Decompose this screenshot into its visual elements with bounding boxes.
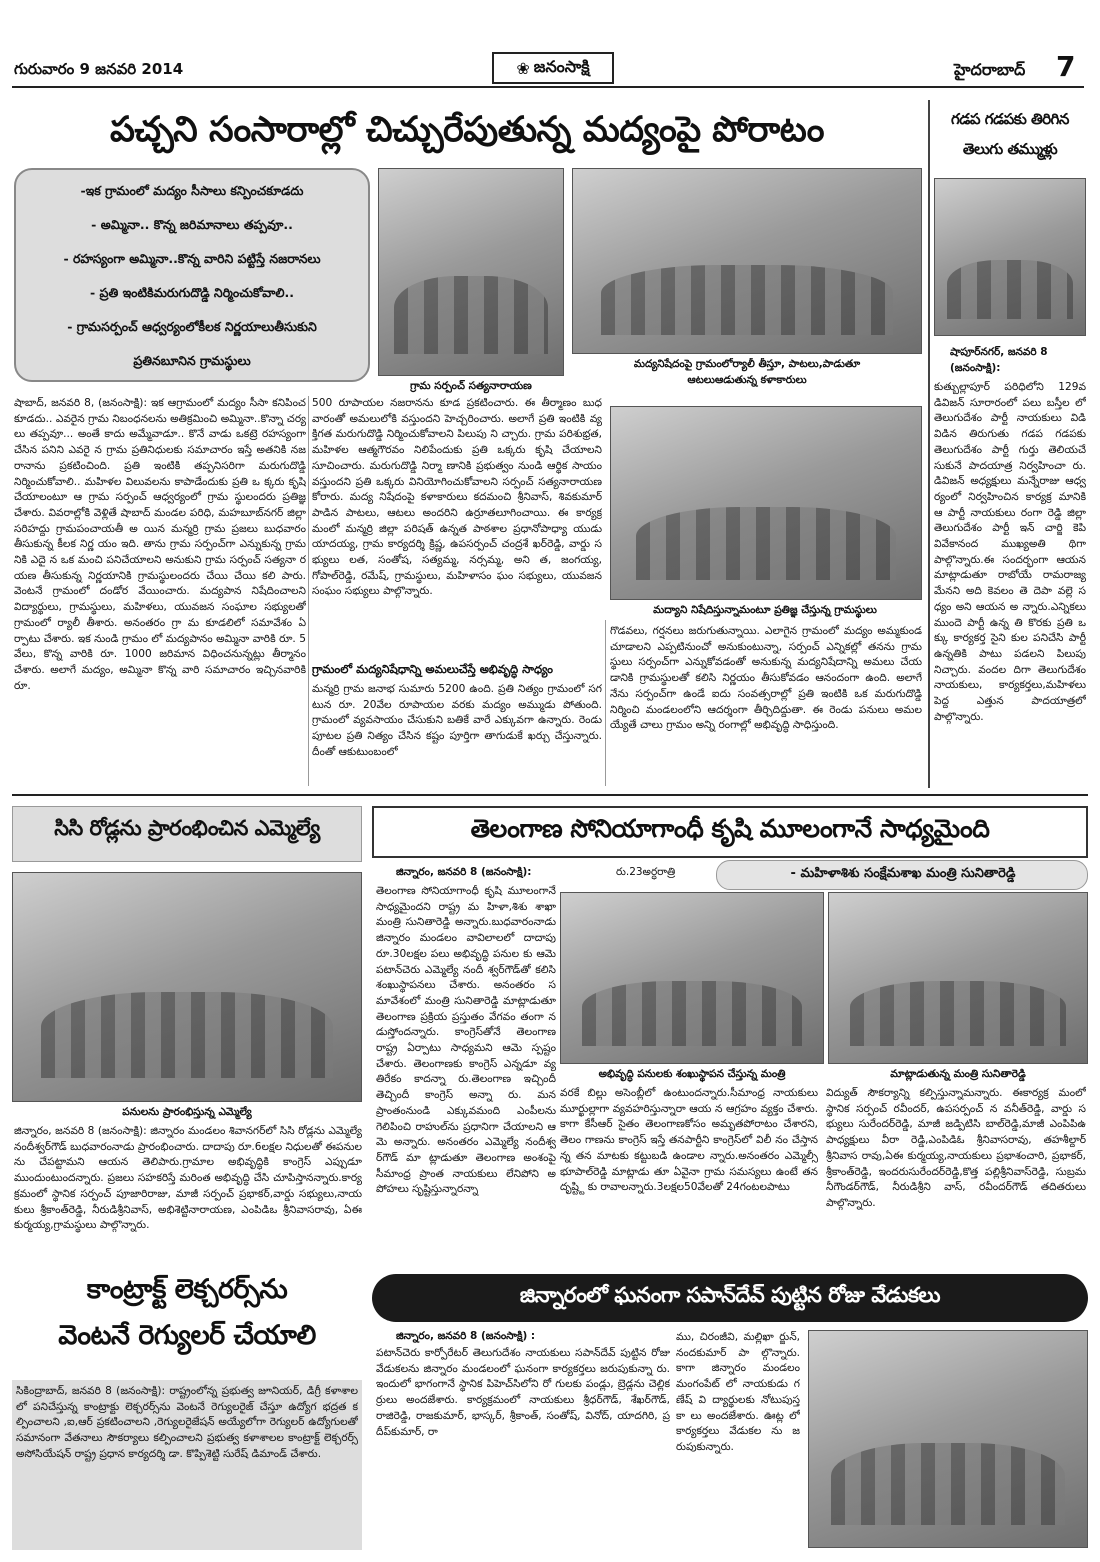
lead-subheading: గ్రామంలో మద్యనిషేధాన్ని అమలుచేస్తే అభివృద్ధి సాధ్యం <box>312 662 553 676</box>
cc-roads-photo <box>12 872 362 1102</box>
telangana-col-2: వరకే బిల్లు అసెంబ్లీలో ఉంటుందన్నారు.సీమాంధ్ర నాయకులు మూర్ఖుల్లాగా వ్యవహరిస్తున్నారా ఆయ న ఆగ్రహం వ్యక్తం చేశారు. కాగా కేసీఆర్ సైతం తెలంగాణకోసం అమృతపోరాటం చేశారని, తెలం గాణను కాంగ్రెస్ ఇస్తే తనపార్టీని కాంగ్రెస్‌లో విలీ నం చేస్తానన్న తన మాటకు కట్టుబడి ఉండాల న్నారు.అనంతరం ఎమ్మెల్సీ భూపాల్‌రెడ్డి మాట్లాడు తూ ఏవైనా గ్రామ సమస్యలు ఉంటే తనదృష్ట్టి కు రావాలన్నారు.3లక్షల50వేలతో 24గంటలపాటు <box>560 1087 818 1194</box>
section-rule <box>12 794 1088 796</box>
rally-photo-caption-l1: మద్యనిషేదంపై గ్రామంలోర్యాలీ తీస్తూ, పాటలు,పాడుతూ <box>633 358 861 370</box>
cc-roads-caption: పనులను ప్రారంభిస్తున్న ఎమ్మెల్యే <box>122 1106 252 1118</box>
masthead <box>0 0 1100 104</box>
masthead-logo <box>492 52 614 84</box>
foundation-photo <box>560 892 824 1064</box>
rally-photo-caption-l2: ఆటలుఆడుతున్న కళాకారులు <box>687 374 807 386</box>
cc-roads-headline: సిసి రోడ్లను ప్రారంభించిన ఎమ్మెల్యే <box>54 816 320 840</box>
side-dateline-l1: షాపూర్‌నగర్, జనవరి 8 <box>950 346 1048 358</box>
lead-point: - ప్రతి ఇంటికిమరుగుదొడ్డి నిర్మించుకోవాలి.. <box>90 285 294 300</box>
sapan-col-1: పటాన్‌చెరు కార్పోరేటర్ తెలుగుదేశం నాయకులు సపాన్‌దేవ్ పుట్టిన రోజు వేడుకలను జిన్నారం మండలంలో ఘనంగా కార్యకర్తలు జరుపుకున్నా రు. ఇందులో భాగంగానే స్థానిక పిహెచ్‌సిలోని రో గులకు పండ్లు, బ్రెడ్లను చెల్లికర్రులు అందజేశారు. కార్యక్రమంలో నాయకులు శ్రీధర్‌గౌడ్, శేఖర్‌గౌడ్, రాజిరెడ్డి, రాజకుమార్, భాస్కర్, శ్రీకాంత్, సంతోష్, వినోద్, యాదగిరి, ప్రదీప్‌కుమార్, రా <box>376 1347 670 1438</box>
lead-point: ప్రతినబూనిన గ్రామస్థులు <box>133 353 251 368</box>
foundation-photo-caption: అభివృద్ధి పనులకు శంఖుస్థాపన చేస్తున్న మంత్రి <box>598 1068 786 1080</box>
col-divider <box>605 620 606 786</box>
side-divider <box>928 100 930 788</box>
lead-point: - అమ్మినా.. కొన్న జరిమానాలు తప్పవూ.. <box>91 217 293 232</box>
side-headline-l1: గడప గడపకు తిరిగిన <box>951 110 1069 128</box>
page-number: 7 <box>1056 50 1076 83</box>
telangana-midnote: రు.23అర్ధరాత్రి <box>616 866 676 878</box>
masthead-date: గురువారం 9 జనవరి 2014 <box>14 60 184 78</box>
minister-photo <box>828 892 1088 1064</box>
side-body: కుత్బుల్లాపూర్ పరిధిలోని 129వ డివిజన్ సూరారంలో పలు బస్తీల లో తెలుగుదేశం పార్టీ నాయకులు విడి విడిన తిరుగుతు గడప గడపకు తెలుగుదేశం పార్టీ గుర్తు తెలియచే సుకునే పాదయాత్ర నిర్వహించా రు.డివిజన్ అధ్యక్షులు మన్నేరాజు ఆధ్వర్యంలో నిర్వహించిన కార్యక్ర మానికి ఆ పార్టీ నాయకులు రంగా రెడ్డి జిల్లా తెలుగుదేశం పార్టీ ఇన్ చార్జి కెపి వివేకానంద ముఖ్యఅతి థిగా పాల్గొన్నారు.ఈ సందర్భంగా ఆయన మాట్లాడుతూ రాబోయే రామరాజ్యమేనని అది కెవలం తె దెపా వల్లె సధ్యం అని ఆయన అ న్నారు.ఎన్నికలు ముందె పార్టీ ఉన్న తి కొరకు ప్రతి ఒక్కు కార్యకర్త సైని కుల పనిచేసి పార్టీ ఉన్నతికి పాటు పడలని పిలుపు నిచ్చారు. వందల దిగా తెలుగుదేశం నాయకులు, కార్యకర్తలు,మహిళలు పెద్ద ఎత్తున పాదయాత్రలో పాల్గొన్నారు. <box>934 381 1086 723</box>
telangana-headline: తెలంగాణ సోనియాగాంధీ కృషి మూలంగానే సాధ్యమైంది <box>470 814 990 843</box>
telangana-dateline: జిన్నారం, జనవరి 8 (జనంసాక్షి): <box>396 866 532 878</box>
pledge-photo-caption: మద్యాని నిషేదిస్తున్నామంటూ ప్రతిజ్ఞ చేస్తున్న గ్రామస్థులు <box>653 604 877 616</box>
cc-roads-body: జిన్నారం, జనవరి 8 (జనంసాక్షి): జిన్నారం మండలం శివానగర్‌లో సిసి రోడ్లను ఎమ్మెల్యే నందీశ్వర్‌గౌడ్ బుధవారంనాడు ప్రారంభించారు. దాదాపు రూ.6లక్షల నిధులతో ఈపనులను చేపట్టామని ఆయన తెలిపారు.గ్రామాల అభివృద్ధికి కాంగ్రెస్ ఎప్పుడూ ముందుంటుందన్నారు. ప్రజలు సహకరిస్తే మరింత అభివృద్ధి చేసి చూపిస్తానన్నారు.కార్యక్రమంలో స్థానిక సర్పంచ్ పూజారిరాజు, మాజీ సర్పంచ్ ప్రభాకర్,వార్డు సభ్యులు,నాయకులు శ్రీకాంత్‌రెడ్డి, నీరుడిశ్రీనివాస్, అభిశెట్టినారాయణ, ఎంపిడిఒ శ్రీనివాసరావు, ఏఈ కుర్మయ్య,గ్రామస్థులు పాల్గొన్నారు. <box>14 1125 362 1232</box>
lead-col-3: గొడవలు, గర్షనలు జరుగుతున్నాయి. ఎలాగైన గ్రామంలో మద్యం అమ్మకుండ చూడాలని ఎప్పటినుంచో అనుకుంటున్నా, సర్పంచ్ ఎన్నికల్లో తనను గ్రామస్థులు సర్పంచ్‌గా ఎన్నుకోవడంతో అనుకున్న మద్యనిషేదాన్ని అమలు చేయడానికి గ్రామస్థులతో కలిసి నిర్ణయం తీసుకోవడం ఆనందంగా ఉంది. అలాగే నేను సర్పంచ్‌గా ఉండే ఐదు సంవత్సరాల్లో ప్రతి ఇంటికి ఒక మరుగుదొడ్డి నిర్మించి మండలంలోని ఆదర్శంగా తీర్చిదిద్దుతా. ఈ రెండు పనులు అమలయ్యేతే చాలు గ్రామం అన్ని రంగాల్లో అభివృద్ధి సాధిస్తుంది. <box>610 625 922 732</box>
lead-point: - గ్రామసర్పంచ్ ఆధ్వర్యంలోకీలక నిర్ణయాలుతీసుకుని <box>67 319 317 334</box>
sapan-photo <box>808 1330 1088 1548</box>
contract-headline-l2: వెంటనే రెగ్యులర్ చేయాలి <box>58 1320 316 1351</box>
sapan-headline: జిన్నారంలో ఘనంగా సపాన్‌దేవ్ పుట్టిన రోజు వేడుకలు <box>519 1283 941 1307</box>
sarpanch-photo-caption: గ్రామ సర్పంచ్ సత్యనారాయణ <box>410 380 532 392</box>
telangana-subhead: - మహిళాశిశు సంక్షేమశాఖ మంత్రి సునితారెడ్డి <box>790 866 1016 881</box>
sarpanch-photo <box>378 168 564 376</box>
contract-body: సికింద్రాబాద్, జనవరి 8 (జనంసాక్షి): రాష్ట్రంలోన్న ప్రభుత్వ జూనియర్, డిగ్రీ కళాశాలలో పనిచేస్తున్న కాంట్రాక్టు లెక్చరర్స్‌ను వెంటనే రెగ్యులరైజ్ చేస్తూ ఉద్యోగ భద్రత కల్పించాలని ,ఐ,ఆర్ ప్రకటించాలని ,రెగ్యులరైజేషన్ అయ్యేలోగా రెగ్యులర్ ఉద్యోగులతో సమానంగా వేతనాలు సౌకర్యాలు కల్పించాలని ప్రభుత్వ కళాశాలల కాంట్రాక్ట్ లెక్చరర్స్ అసోసియేషన్ రాష్ట్ర ప్రధాన కార్యదర్శి డా. కొప్పిశెట్టి సురేష్ డిమాండ్ చేశారు. <box>16 1385 358 1460</box>
col-divider <box>308 396 309 786</box>
logo-text: జనంసాక్షి <box>533 56 590 76</box>
lead-col-2: 500 రూపాయల నజరానను కూడ ప్రకటించారు. ఈ తీర్మాణం బుధవారంతో అమలులోకి వస్తుందని హెచ్చరించారు. అలాగే ప్రతి ఇంటికి వ్యక్తిగత మరుగుదొడ్డి నిర్మించుకోవాలని పిలుపు ని చ్చారు. గ్రామ పరిశుభ్రత, మహిళల ఆత్మగౌరవం నిలిపేందుకు ప్రతి ఒక్కరు కృషి చేయాలని సూచించారు. మరుగుదొడ్డి నిర్మా ణానికి ప్రభుత్వం నుండి ఆర్థిక సాయం వస్తుందని ప్రతి ఒక్కరు వినియోగించుకోవాలని సర్పంచ్ సత్యనారాయణ కోరారు. మద్య నిషేదంపై కళాకారులు కదమంచి శ్రీనివాస్, శివకుమార్ పాడిన పాటలు, ఆటలు అందరిని ఉర్రూతలూగించాయి. ఈ కార్యక్ర మంలో మన్మర్రి జిల్లా పరిషత్ ఉన్నత పాఠశాల ప్రధానోపాధ్యా యుడు యాదయ్య, గ్రామ కార్యదర్శి క్రిష్ణ, ఉపసర్పంచ్ చంద్రశే ఖర్‌రెడ్డి, వార్డు సభ్యులు లత, సంతోష, సత్యమ్మ, నర్సమ్మ, అని త, జంగయ్య, గోపాల్‌రెడ్డి, రమేష్, గ్రామస్థులు, మహిళాసం ఘం సభ్యులు, యువజనసంఘం సభ్యులు పాల్గొన్నారు. <box>312 397 602 598</box>
lead-points-box <box>14 168 370 382</box>
rally-photo <box>572 168 922 354</box>
side-dateline-l2: (జనంసాక్షి): <box>950 362 1001 374</box>
minister-photo-caption: మాట్లాడుతున్న మంత్రి సునితారెడ్డి <box>890 1068 1026 1080</box>
lead-col-2b: మన్మర్రి గ్రామ జనాభ సుమారు 5200 ఉంది. ప్రతి నిత్యం గ్రామంలో సగటున రూ. 20వేల రూపాయల వరకు మద్యం అమ్ముడు పోతుంది. గ్రామంలో వ్యవసాయం చేసుకుని బతికే వారే ఎక్కువగా ఉన్నారు. రెండు పూటల ప్రతి నిత్యం చేసిన కష్టం పూర్తిగా తాగుడుకే ఖర్చు చేస్తున్నారు. దీంతో ఆకుటుంబంలో <box>312 683 602 758</box>
masthead-city: హైదరాబాద్ <box>954 60 1026 79</box>
logo-icon: ❀ <box>516 58 530 78</box>
lead-point: -ఇక గ్రామంలో మద్యం సీసాలు కన్పించకూడదు <box>80 183 304 198</box>
sapan-col-2: ము, చిరంజీవి, మల్లిఖా ర్జున్, నందకుమార్ పా ల్గొన్నారు. కాగా జిన్నారం మండలం మంగంపేట్ లో నాయకుడు గణేష్ వి ద్యార్థులకు నోటుపుస్తకా లు అందజేశారు. ఊట్ల లో కార్యకర్తలు వేడుకల ను జరుపుకున్నారు. <box>676 1331 800 1453</box>
side-photo <box>934 178 1086 336</box>
telangana-col-1-top: తెలంగాణ సోనియాగాంధీ కృషి మూలంగానే సాధ్యమైందని రాష్ట్ర మ హిళా,శిశు శాఖా మంత్రి సునితారెడ్డి అన్నారు.బుధవారంనాడు జిన్నారం మండలం వావిలాలలో దాదాపు రూ.30లక్షల పలు అభివృద్ధి పనుల కు ఆమె పటాన్‌చెరు ఎమ్మెల్యే నందీ శ్వర్‌గౌడ్‌తో కలిసి శంఖుస్థాపనలు చేశారు. అనంతరం సమావేశంలో మంత్రి సునితారెడ్డి మాట్లాడుతూ తెలంగాణ ప్రక్రియ ప్రస్తుతం వేగవం తంగా నడుస్తోందన్నారు. కాంగ్రెస్‌తోనే తెలంగాణ రాష్ట్ర ఏర్పాటు సాధ్యమని ఆమె స్పష్టం చేశారు. తెలంగాణకు కాంగ్రెస్ ఎన్నడూ వ్యతిరేకం కాదన్నా రు.తెలంగాణ ఇచ్చిందీ తెచ్చిందీ కాంగ్రెస్ అన్నా రు. మన ప్రాంతంనుండి ఎక్కువమంది ఎంపీలను గెలిపించి రాహుల్‌ను ప్రధానిగా చేయాలని ఆమె అన్నారు. అనంతరం ఎమ్మెల్యే నందీశ్వర్‌గౌడ్ మా ట్లాడుతూ తెలంగాణ అంశంపై సీమాంధ్ర ప్రాంత నాయకులు లేనిపోని అపోహలు సృష్టిస్తున్నారన్నా <box>376 885 556 1196</box>
contract-headline-l1: కాంట్రాక్ట్ లెక్చరర్స్‌ను <box>86 1274 288 1305</box>
pledge-photo <box>610 406 922 600</box>
lead-headline: పచ్చని సంసారాల్లో చిచ్చురేపుతున్న మద్యంపై పోరాటం <box>110 110 824 150</box>
sapan-dateline: జిన్నారం, జనవరి 8 (జనంసాక్షి) : <box>396 1330 536 1342</box>
side-headline-l2: తెలుగు తమ్ముళ్లు <box>962 140 1058 158</box>
telangana-col-3: విద్యుత్ సౌకర్యాన్ని కల్పిస్తున్నామన్నారు. ఈకార్యక్ర మంలో స్థానిక సర్పంచ్ రవీందర్, ఉపసర్పంచ్ న వనీత్‌రెడ్డి, వార్డు సభ్యులు సురేందర్‌రెడ్డి, మాజీ జడ్పిటిసి బాల్‌రెడ్డి,మాజీ ఎంపిపిఉపాధ్యక్షులు వీరా రెడ్డి,ఎంపిడిఓ శ్రీనివాసరావు, తహశీల్దార్ శ్రీనివాస రావు,ఏఈ కుర్మయ్య,నాయకులు ప్రభాశంచారి, ప్రభాకర్, శ్రీకాంత్‌రెడ్డి, ఇందరుసురేందర్‌రెడ్డి,కొత్త పల్లిశ్రీనివాస్‌రెడ్డి, సుబ్రమనీగౌండర్‌గౌడ్, నీరుడిశ్రీని వాస్, రవీందర్‌గౌడ్ తదితరులు పాల్గొన్నారు. <box>826 1087 1086 1209</box>
lead-point: - రహస్యంగా అమ్మినా..కొన్న వారిని పట్టిస్తే నజరానలు <box>63 251 321 266</box>
lead-col-1: షాబాద్, జనవరి 8, (జనంసాక్షి): ఇక ఆగ్రామంలో మద్యం సీసా కనిపించకూడదు.. ఎవరైన గ్రామ నిబంధనలను అతిక్రమించి అమ్మినా..కొన్నా చర్యలు తప్పవూ... అంతే కాదు అమ్మేవాడూ.. కొనే వాడు ఒకట్రె రహస్యంగా చేసిన పనిని ఎవరై న గ్రామ ప్రతినిధులకు సమాచారం ఇస్తే అతనికి నజరానాను ప్రకటించింది. ప్రతి ఇంటికి తప్పనిసరిగా మరుగుదొడ్డి నిర్మించుకోవాలి.. మహిళల విలువలను కాపాడేందుకు ప్రతి ఒ క్కరు కృషి చేయాలంటూ ఆ గ్రామ సర్పంచ్ ఆధ్వర్యంలో గ్రామ స్థులందరు ప్రతిజ్ఞ చేశారు. వివరాల్లోకి వెళ్లితే షాబాద్ మండల పరిధి, మహబూబ్‌నగర్ జిల్లా సరిహద్దు గ్రామపంచాయతీ అ యిన మన్మర్రి గ్రామ ప్రజలు బుధవారం తీసుకున్న కీలక నిర్ణ యం ఇది. తాను గ్రామ సర్పంచ్‌గా ఎన్నుకున్న గ్రామనికి ఎదై న ఒక మంచి పనిచేయాలని అనుకుని గ్రామ సర్పంచ్ సత్యనా రయణ తీసుకున్న నిర్ణయానికి గ్రామస్థులందరు చేయి చేయి కలి పారు. వెంటనే గ్రామంలో దండోర వేయించారు. మద్యపాన నిషేదించాలని విద్యార్థులు, గ్రామస్థులు, మహిళలు, యువజన సంఘాల సభ్యులతో గ్రామంలో ర్యాలీ తీశారు. అనంతరం గ్రా మ కూడలిలో సమావేశం ఏర్పాటు చేశారు. ఇక నుండి గ్రామం లో మద్యపానం అమ్మినా వారికి రూ. 5వేలు, కొన్న వారికి రూ. 1000 జరిమాన విధించనున్నట్లు తీర్మానం చేశారు. అలాగే మద్యం, అమ్మినా కొన్న వారి సమాచారం ఇచ్చినవారికి రూ. <box>14 397 306 692</box>
masthead-rule <box>12 86 1084 88</box>
